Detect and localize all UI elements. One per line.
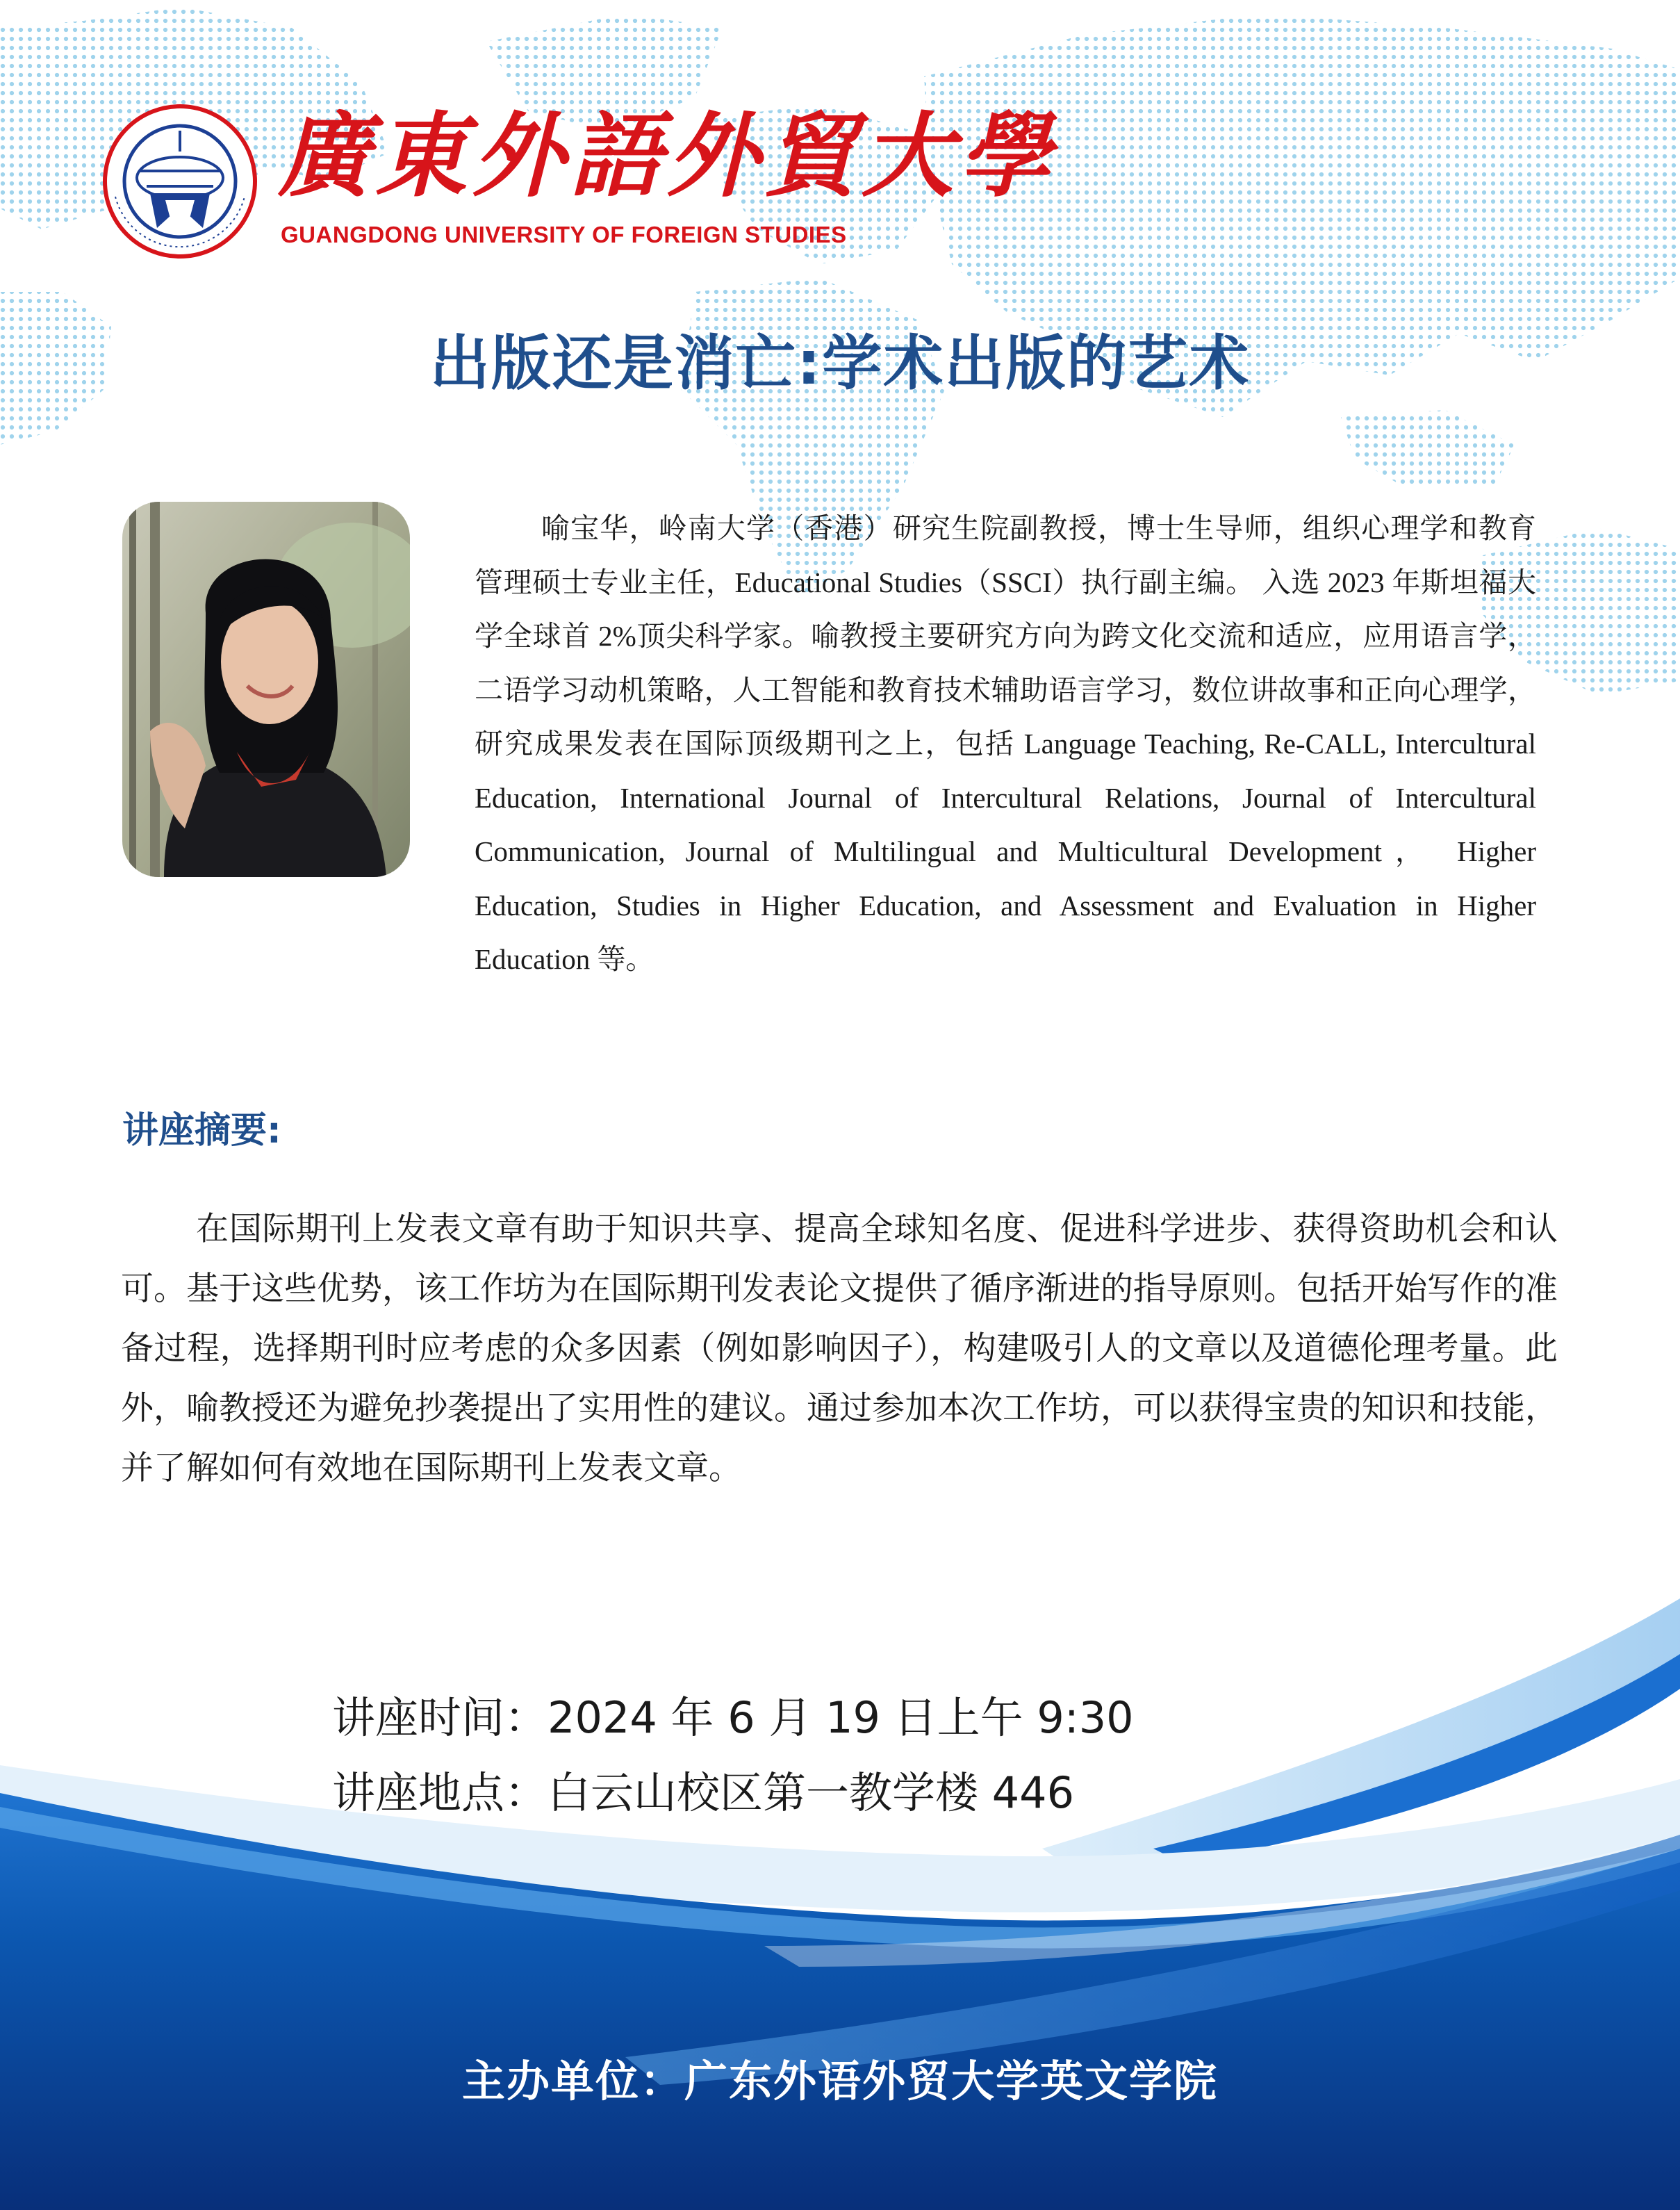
- abstract-body: 在国际期刊上发表文章有助于知识共享、提高全球知名度、促进科学进步、获得资助机会和认可。基于这些优势，该工作坊为在国际期刊发表论文提供了循序渐进的指导原则。包括开始写作的准备过程，选择期刊时应考虑的众多因素（例如影响因子），构建吸引人的文章以及道德伦理考量。此外，喻教授还为避免抄袭提出了实用性的建议。通过参加本次工作坊，可以获得宝贵的知识和技能，并了解如何有效地在国际期刊上发表文章。: [121, 1210, 1558, 1487]
- lecture-title: 出版还是消亡:学术出版的艺术: [429, 329, 1251, 398]
- wave-decoration: [0, 1557, 1680, 2210]
- abstract-heading: 讲座摘要:: [122, 1110, 281, 1152]
- organizer: 主办单位：广东外语外贸大学英文学院: [461, 2056, 1218, 2106]
- lecture-location: 讲座地点：白云山校区第一教学楼 446: [332, 1767, 1075, 1818]
- speaker-bio: 喻宝华，岭南大学（香港）研究生院副教授，博士生导师，组织心理学和教育管理硕士专业主任，Educational Studies（SSCI）执行副主编。 入选 2023 年斯坦福大学全球首 2%顶尖科学家。喻教授主要研究方向为跨文化交流和适应，应用语言学，二语学习动机策略，人工智能和教育技术辅助语言学习，数位讲故事和正向心理学，研究成果发表在国际顶级期刊之上，包括 Language Teaching, Re-CALL, Intercultural Education, International Journal of Intercultural Relations, Journal of Intercultural Communication, Journal of Multilingual and Multicultural Development， Higher Education, Studies in Higher Education, and Assessment and Evaluation in Higher Education 等。: [475, 512, 1536, 975]
- lecture-time: 讲座时间：2024 年 6 月 19 日上午 9:30: [332, 1692, 1134, 1743]
- speaker-photo: [122, 502, 410, 877]
- university-emblem: [101, 103, 258, 260]
- university-logo-chinese: 廣東外語外貿大學: [278, 102, 1056, 210]
- university-logo-english: GUANGDONG UNIVERSITY OF FOREIGN STUDIES: [281, 222, 847, 247]
